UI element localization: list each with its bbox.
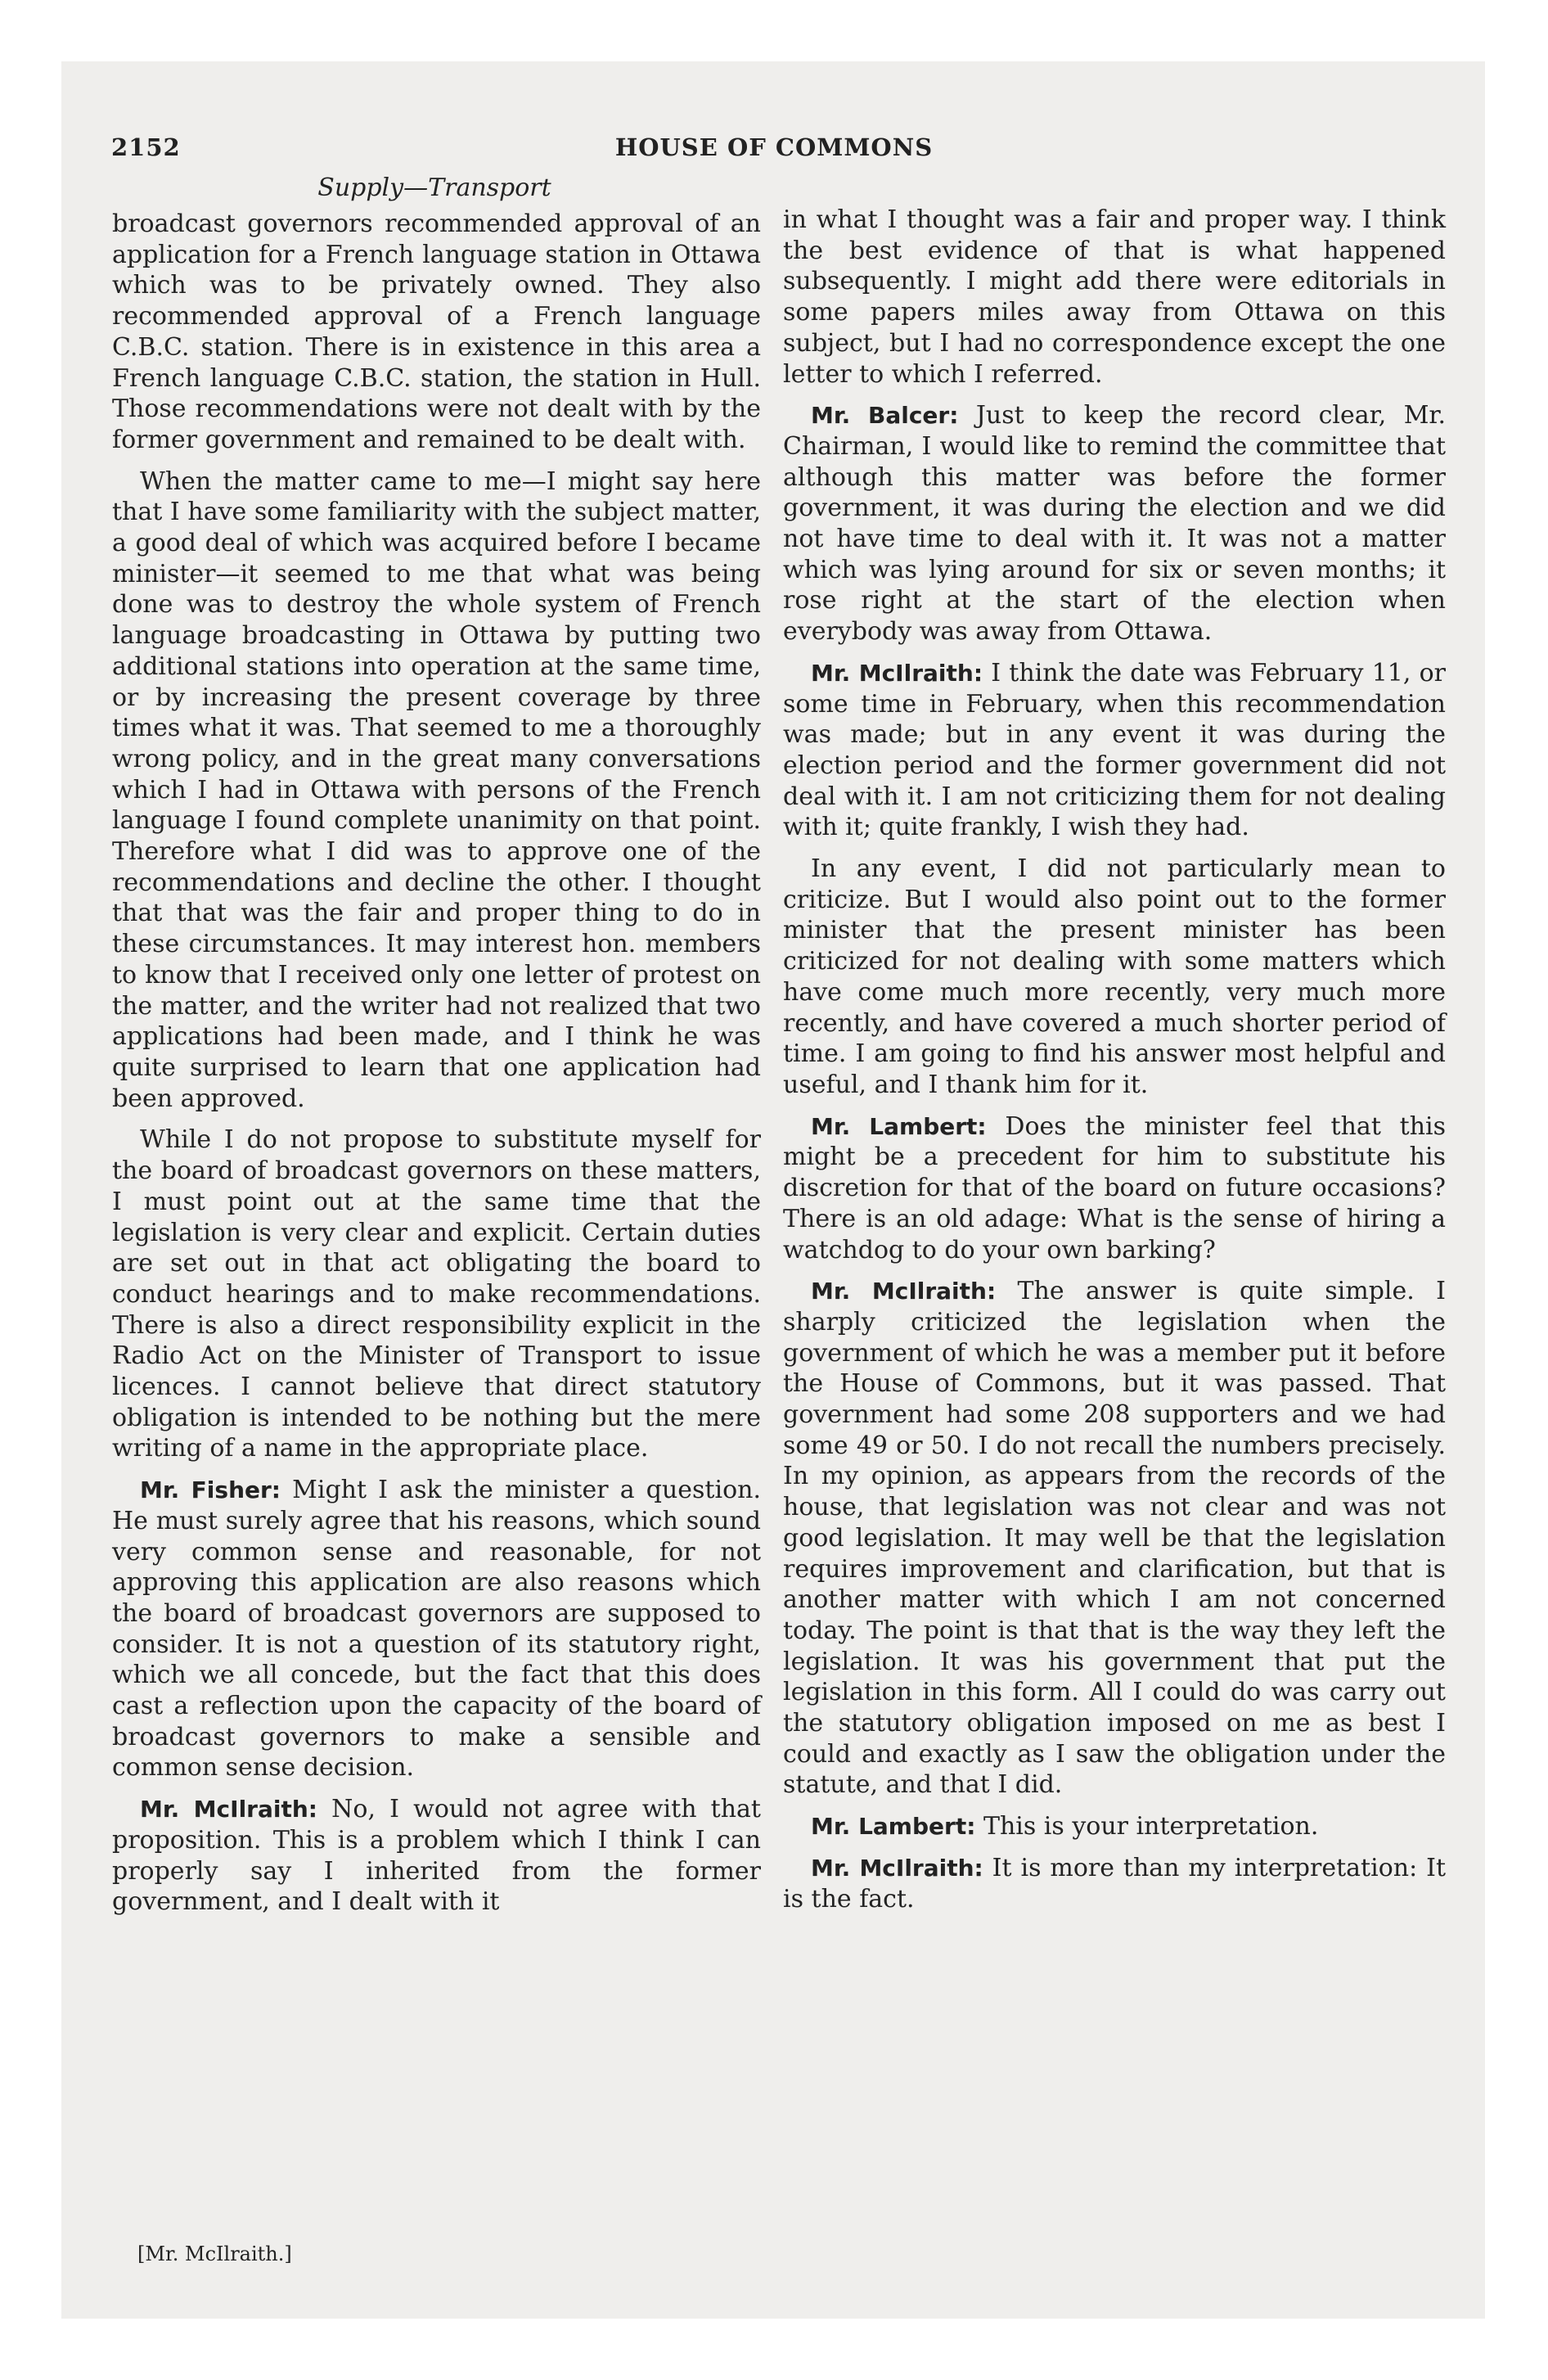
- speech-paragraph: [783, 1111, 1446, 1266]
- speech-text: This is your interpretation.: [975, 1812, 1319, 1841]
- paragraph: In any event, I did not particularly mean to criticize. But I would also point out to the former minister that the present minister has been criticized for not dealing with some matters which have come much more recently, very much more recently, and have covered a much shorter period of time. I am going to find his answer most helpful and useful, and I thank him for it.: [783, 854, 1446, 1099]
- running-head: HOUSE OF COMMONS: [614, 133, 934, 161]
- paragraph: While I do not propose to substitute myself for the board of broadcast governors on these matters, I must point out at the same time that the legislation is very clear and explicit. Certain duties are set out in that act obligating the board to conduct hearings and to make recommendations. There is also a direct responsibility explicit in the Radio Act on the Minister of Transport to issue licences. I cannot believe that direct statutory obligation is intended to be nothing but the mere writing of a name in the appropriate place.: [112, 1125, 761, 1463]
- speech-paragraph: [783, 1853, 1446, 1914]
- speech-text: Might I ask the minister a question. He must surely agree that his reasons, which sound very common sense and reasonable, for not approving this application are also reasons which the board of broadcast governors are supposed to consider. It is not a question of its statutory right, which we all concede, but the fact that this does cast a reflection upon the capacity of the board of broadcast governors to make a sensible and common sense decision.: [112, 1476, 761, 1783]
- speech-paragraph: [783, 400, 1446, 647]
- paragraph: broadcast governors recommended approval of an application for a French language station in Ottawa which was to be privately owned. They also recommended approval of a French language C.B.C. station. There is in existence in this area a French language C.B.C. station, the station in Hull. Those recommendations were not dealt with by the former government and remained to be dealt with.: [112, 210, 761, 454]
- speech-text: It is more than my interpretation: It is the fact.: [783, 1853, 1447, 1913]
- page-number: 2152: [111, 133, 181, 161]
- speech-text: Just to keep the record clear, Mr. Chairman, I would like to remind the committee that although this matter was before the former government, it was during the election and we did not have time to deal with it. It was not a matter which was lying around for six or seven months; it rose right at the start of the election when everybody was away from Ottawa.: [783, 401, 1446, 647]
- speaker-name: Mr. McIlraith:: [811, 1278, 997, 1305]
- paragraph: in what I thought was a fair and proper way. I think the best evidence of that is what happened subsequently. I might add there were editorials in some papers miles away from Ottawa on this subject, but I had no correspondence except the one letter to which I referred.: [783, 205, 1446, 389]
- left-column: [112, 209, 761, 1928]
- speaker-name: Mr. McIlraith:: [811, 1854, 983, 1882]
- speech-paragraph: [112, 1475, 761, 1783]
- section-heading: Supply—Transport: [317, 174, 551, 202]
- speech-text: No, I would not agree with that proposition. This is a problem which I think I can properly say I inherited from the former government, and I dealt with it: [112, 1795, 761, 1917]
- speech-paragraph: [112, 1794, 761, 1918]
- speaker-name: Mr. Balcer:: [811, 402, 959, 430]
- speech-text: The answer is quite simple. I sharply criticized the legislation when the government of which he was a member put it before the House of Commons, but it was passed. That government had some 208 supporters and we had some 49 or 50. I do not recall the numbers precisely. In my opinion, as appears from the records of the house, that legislation was not clear and was not good legislation. It may well be that the legislation requires improvement and clarification, but that is another matter with which I am not concerned today. The point is that that is the way they left the legislation. It was his government that put the legislation in this form. All I could do was carry out the statutory obligation imposed on me as best I could and exactly as I saw the obligation under the statute, and that I did.: [783, 1277, 1446, 1800]
- right-column: [783, 205, 1446, 1925]
- speech-paragraph: [783, 1811, 1446, 1842]
- speaker-name: Mr. McIlraith:: [140, 1796, 317, 1823]
- speaker-attribution-footer: [Mr. McIlraith.]: [137, 2243, 292, 2265]
- speaker-name: Mr. Fisher:: [140, 1476, 281, 1504]
- speech-paragraph: [783, 1276, 1446, 1801]
- speaker-name: Mr. McIlraith:: [811, 659, 983, 687]
- speech-text: Does the minister feel that this might be a precedent for him to substitute his discretion for that of the board on future occasions? There is an old adage: What is the sense of hiring a watchdog to do your own barking?: [783, 1111, 1447, 1264]
- speaker-name: Mr. Lambert:: [811, 1813, 976, 1841]
- speaker-name: Mr. Lambert:: [811, 1112, 987, 1140]
- speech-paragraph: [783, 658, 1446, 843]
- speech-text: I think the date was February 11, or some time in February, when this recommendation was made; but in any event it was during the election period and the former government did not deal with it. I am not criticizing them for not dealing with it; quite frankly, I wish they had.: [783, 658, 1447, 842]
- paragraph: When the matter came to me—I might say here that I have some familiarity with the subject matter, a good deal of which was acquired before I became minister—it seemed to me that what was being done was to destroy the whole system of French language broadcasting in Ottawa by putting two additional stations into operation at the same time, or by increasing the present coverage by three times what it was. That seemed to me a thoroughly wrong policy, and in the great many conversations which I had in Ottawa with persons of the French language I found complete unanimity on that point. Therefore what I did was to approve one of the recommendations and decline the other. I thought that that was the fair and proper thing to do in these circumstances. It may interest hon. members to know that I received only one letter of protest on the matter, and the writer had not realized that two applications had been made, and I think he was quite surprised to learn that one application had been approved.: [112, 467, 761, 1113]
